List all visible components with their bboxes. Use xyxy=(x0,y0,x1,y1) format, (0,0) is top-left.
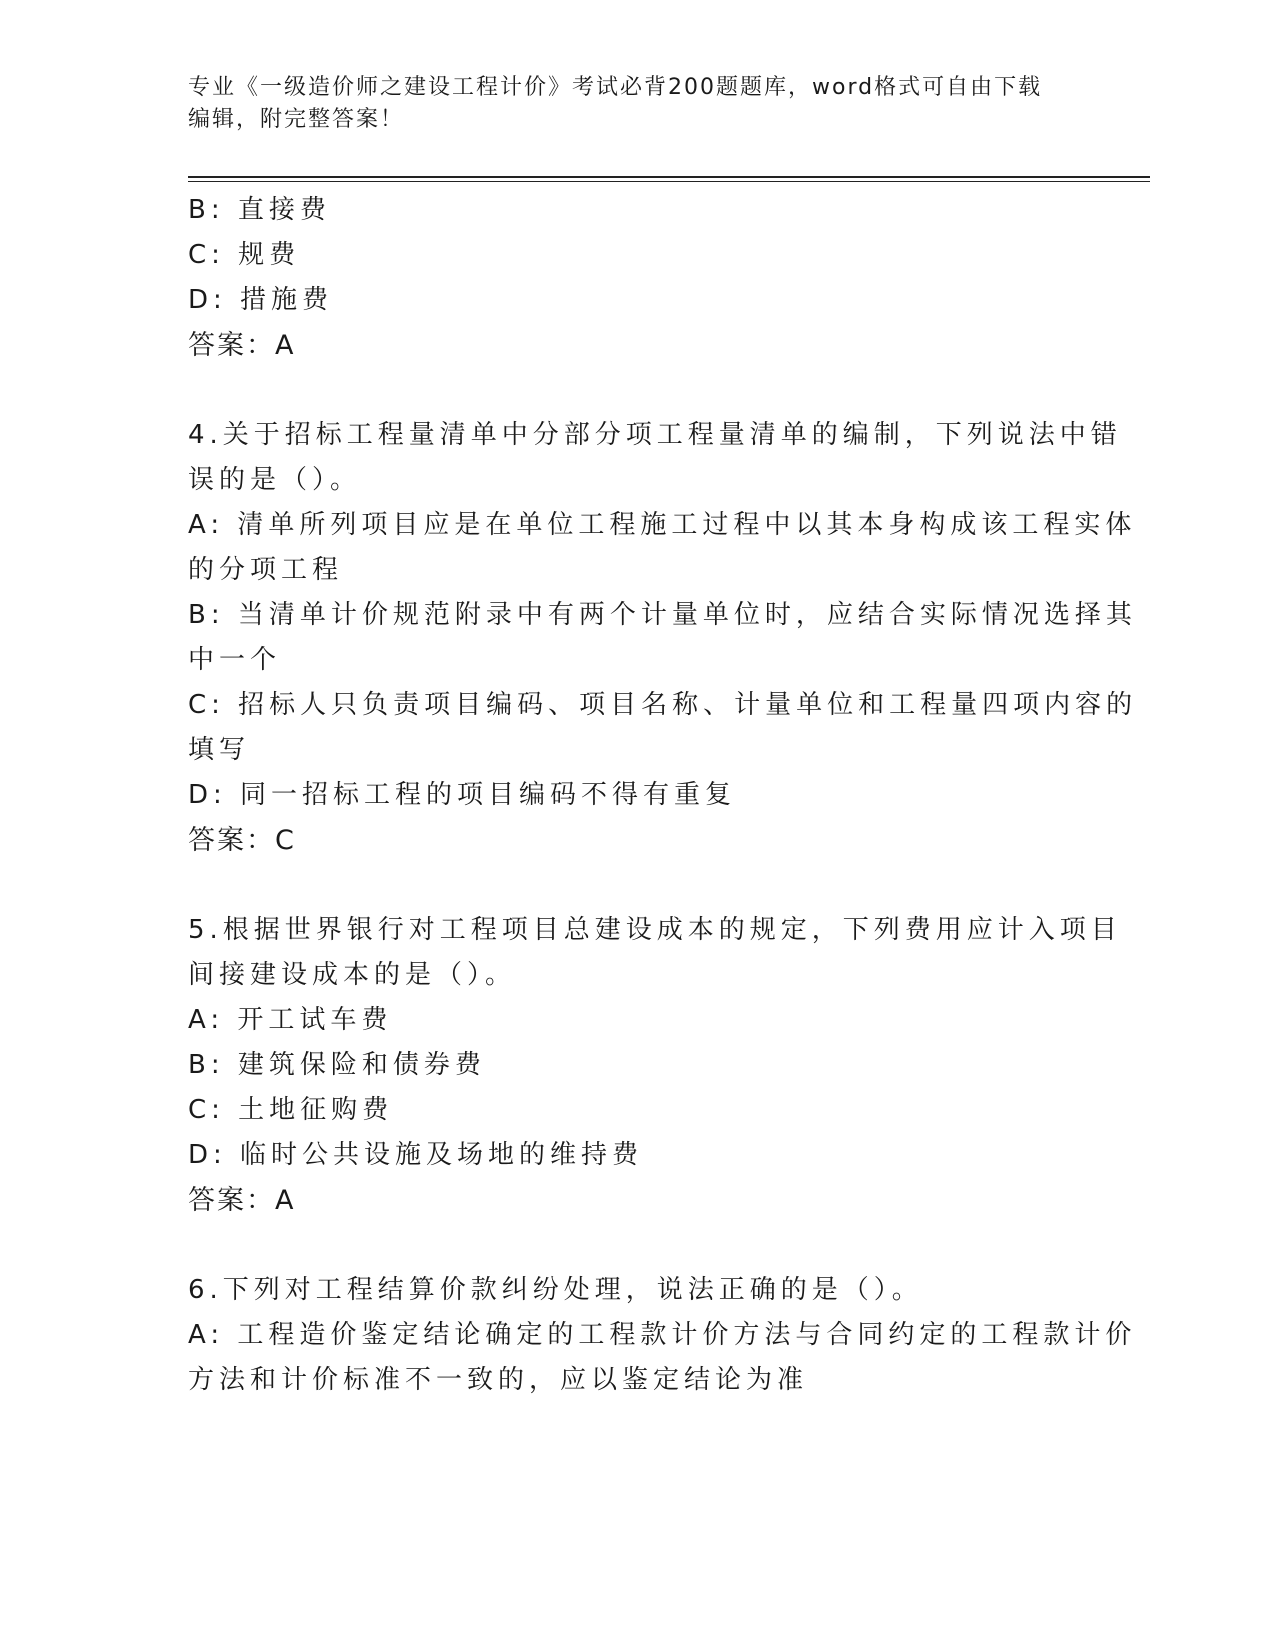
option-c: C: 规费 xyxy=(188,240,301,270)
document-body xyxy=(188,188,1138,1403)
question-stem: 6.下列对工程结算价款纠纷处理，说法正确的是（）。 xyxy=(188,1275,923,1305)
question-stem: 4.关于招标工程量清单中分部分项工程量清单的编制，下列说法中错 xyxy=(188,420,1122,450)
answer: 答案：C xyxy=(188,825,296,856)
option-b-cont: 中一个 xyxy=(188,645,282,675)
header-rule-thin xyxy=(188,181,1150,182)
option-a: A: 清单所列项目应是在单位工程施工过程中以其本身构成该工程实体 xyxy=(188,510,1137,540)
question-stem: 5.根据世界银行对工程项目总建设成本的规定，下列费用应计入项目 xyxy=(188,915,1122,945)
answer: 答案：A xyxy=(188,1185,296,1216)
spacer xyxy=(188,1223,1088,1268)
header-line-1: 专业《一级造价师之建设工程计价》考试必背200题题库，word格式可自由下载 xyxy=(188,75,1043,100)
option-b: B: 当清单计价规范附录中有两个计量单位时，应结合实际情况选择其 xyxy=(188,600,1137,630)
question-6 xyxy=(188,1268,1137,1403)
header-line-2: 编辑，附完整答案！ xyxy=(188,107,405,132)
spacer xyxy=(188,863,1088,908)
option-c-cont: 填写 xyxy=(188,735,251,765)
option-c: C: 招标人只负责项目编码、项目名称、计量单位和工程量四项内容的 xyxy=(188,690,1138,720)
option-b: B: 直接费 xyxy=(188,195,331,225)
option-a-cont: 的分项工程 xyxy=(188,555,344,585)
question-4 xyxy=(188,413,1138,863)
question-3 xyxy=(188,188,1088,368)
spacer xyxy=(188,368,1088,413)
question-5 xyxy=(188,908,1122,1223)
option-c: C: 土地征购费 xyxy=(188,1095,394,1125)
answer: 答案：A xyxy=(188,330,296,361)
question-stem-cont: 间接建设成本的是（）。 xyxy=(188,960,517,990)
document-header xyxy=(188,72,1068,136)
question-stem-cont: 误的是（）。 xyxy=(188,465,362,495)
option-d: D: 同一招标工程的项目编码不得有重复 xyxy=(188,780,737,810)
option-a-cont: 方法和计价标准不一致的，应以鉴定结论为准 xyxy=(188,1365,809,1395)
option-b: B: 建筑保险和债券费 xyxy=(188,1050,486,1080)
option-d: D: 措施费 xyxy=(188,285,334,315)
option-a: A: 工程造价鉴定结论确定的工程款计价方法与合同约定的工程款计价 xyxy=(188,1320,1137,1350)
option-d: D: 临时公共设施及场地的维持费 xyxy=(188,1140,644,1170)
option-a: A: 开工试车费 xyxy=(188,1005,393,1035)
header-rule-thick xyxy=(188,176,1150,178)
